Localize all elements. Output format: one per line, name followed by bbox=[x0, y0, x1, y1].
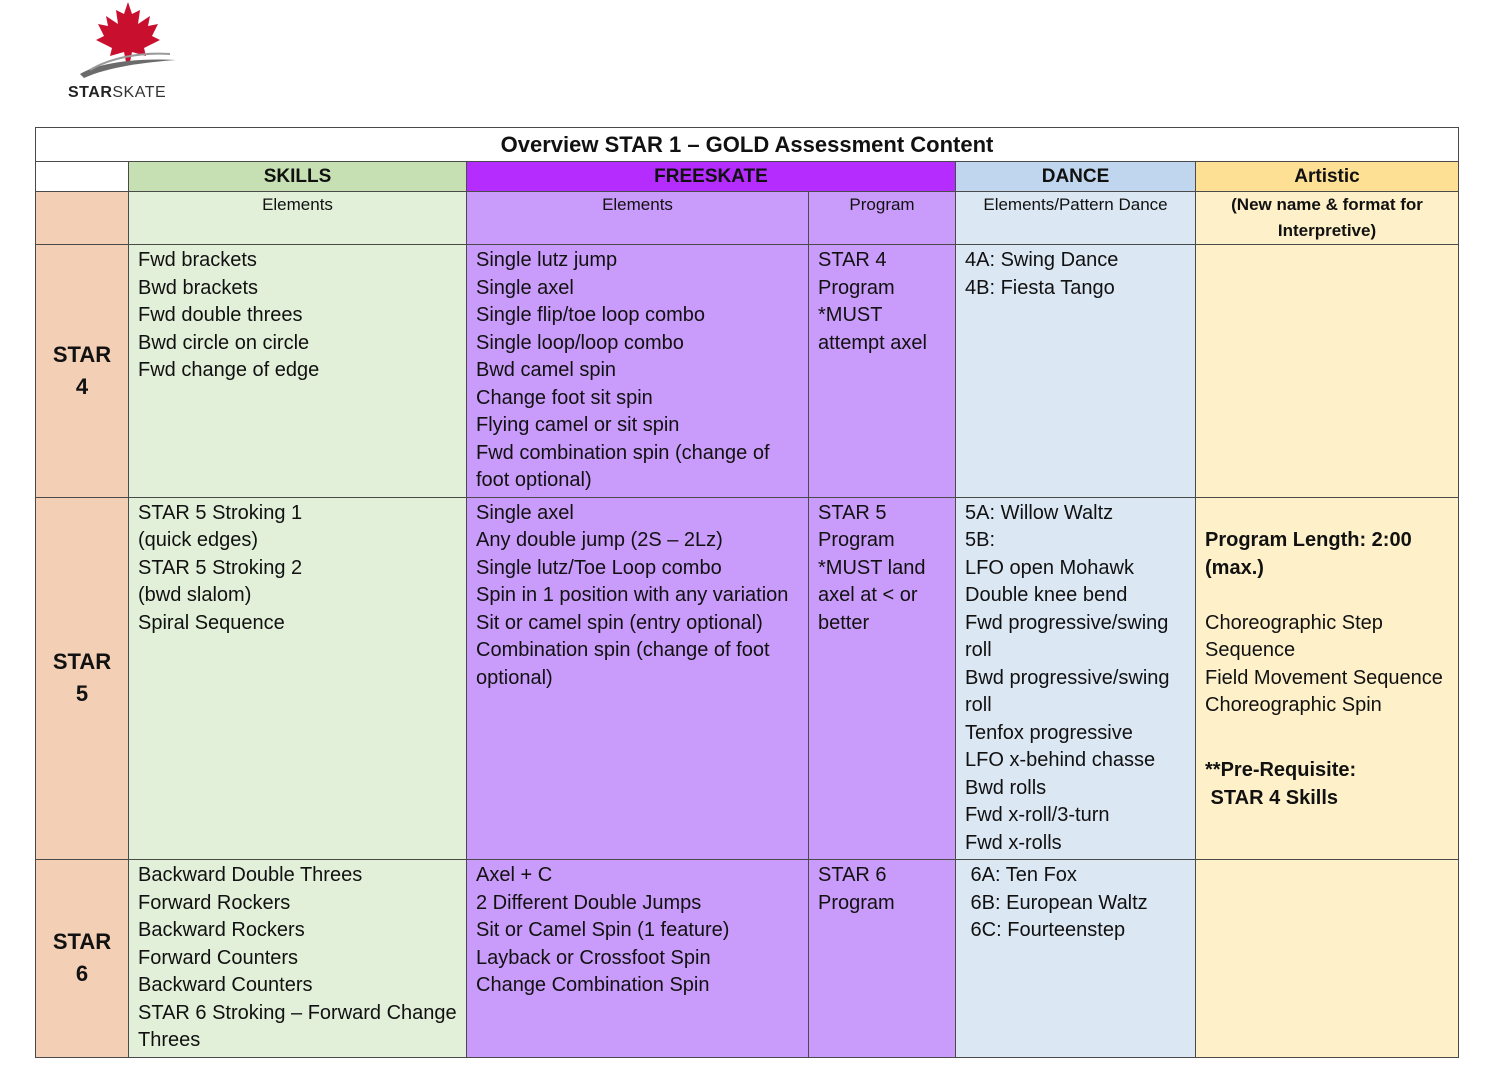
table-title: Overview STAR 1 – GOLD Assessment Content bbox=[36, 128, 1459, 162]
assessment-table bbox=[35, 127, 1459, 1058]
freeskate-elements-cell: Single axel Any double jump (2S – 2Lz) Single lutz/Toe Loop combo Spin in 1 position with any variation Sit or camel spin (entry optional) Combination spin (change of foot optional) bbox=[467, 497, 809, 860]
artistic-cell bbox=[1196, 245, 1459, 498]
skills-cell: STAR 5 Stroking 1 (quick edges) STAR 5 Stroking 2 (bwd slalom) Spiral Sequence bbox=[129, 497, 467, 860]
subheader-skills: Elements bbox=[129, 192, 467, 245]
skills-cell: Fwd brackets Bwd brackets Fwd double threes Bwd circle on circle Fwd change of edge bbox=[129, 245, 467, 498]
skills-cell: Backward Double Threes Forward Rockers Backward Rockers Forward Counters Backward Counters STAR 6 Stroking – Forward Change Threes bbox=[129, 860, 467, 1058]
program-length-text: Program Length: 2:00 (max.) bbox=[1205, 529, 1412, 579]
header-blank bbox=[36, 162, 129, 192]
logo-wordmark bbox=[68, 84, 166, 102]
table-row bbox=[36, 245, 1459, 498]
artistic-cell bbox=[1196, 860, 1459, 1058]
starskate-logo bbox=[60, 0, 190, 110]
star-level-label: STAR 6 bbox=[36, 860, 129, 1058]
freeskate-elements-cell: Single lutz jump Single axel Single flip/toe loop combo Single loop/loop combo Bwd camel spin Change foot sit spin Flying camel or sit spin Fwd combination spin (change of foot optional) bbox=[467, 245, 809, 498]
logo-text-light: SKATE bbox=[112, 84, 167, 101]
star-level-label: STAR 4 bbox=[36, 245, 129, 498]
artistic-elements-text: Choreographic Step Sequence Field Movement Sequence Choreographic Spin bbox=[1205, 611, 1443, 716]
freeskate-elements-cell: Axel + C 2 Different Double Jumps Sit or Camel Spin (1 feature) Layback or Crossfoot Spin Change Combination Spin bbox=[467, 860, 809, 1058]
subheader-dance: Elements/Pattern Dance bbox=[956, 192, 1196, 245]
maple-leaf-icon bbox=[70, 0, 180, 85]
logo-text-bold: STAR bbox=[68, 84, 113, 101]
program-cell: STAR 6 Program bbox=[809, 860, 956, 1058]
star-level-label: STAR 5 bbox=[36, 497, 129, 860]
program-cell: STAR 5 Program *MUST land axel at < or better bbox=[809, 497, 956, 860]
subheader-freeskate-program: Program bbox=[809, 192, 956, 245]
dance-cell: 4A: Swing Dance 4B: Fiesta Tango bbox=[956, 245, 1196, 498]
table-row bbox=[36, 497, 1459, 860]
prerequisite-text: **Pre-Requisite: STAR 4 Skills bbox=[1205, 759, 1357, 809]
program-cell: STAR 4 Program *MUST attempt axel bbox=[809, 245, 956, 498]
header-skills: SKILLS bbox=[129, 162, 467, 192]
artistic-cell bbox=[1196, 497, 1459, 860]
header-freeskate: FREESKATE bbox=[467, 162, 956, 192]
subheader-artistic: (New name & format for Interpretive) bbox=[1196, 192, 1459, 245]
table-row bbox=[36, 860, 1459, 1058]
header-dance: DANCE bbox=[956, 162, 1196, 192]
subheader-freeskate-elements: Elements bbox=[467, 192, 809, 245]
header-artistic: Artistic bbox=[1196, 162, 1459, 192]
subheader-blank bbox=[36, 192, 129, 245]
dance-cell: 5A: Willow Waltz 5B: LFO open Mohawk Double knee bend Fwd progressive/swing roll Bwd progressive/swing roll Tenfox progressive LFO x-behind chasse Bwd rolls Fwd x-roll/3-turn Fwd x-rolls bbox=[956, 497, 1196, 860]
dance-cell: 6A: Ten Fox 6B: European Waltz 6C: Fourteenstep bbox=[956, 860, 1196, 1058]
